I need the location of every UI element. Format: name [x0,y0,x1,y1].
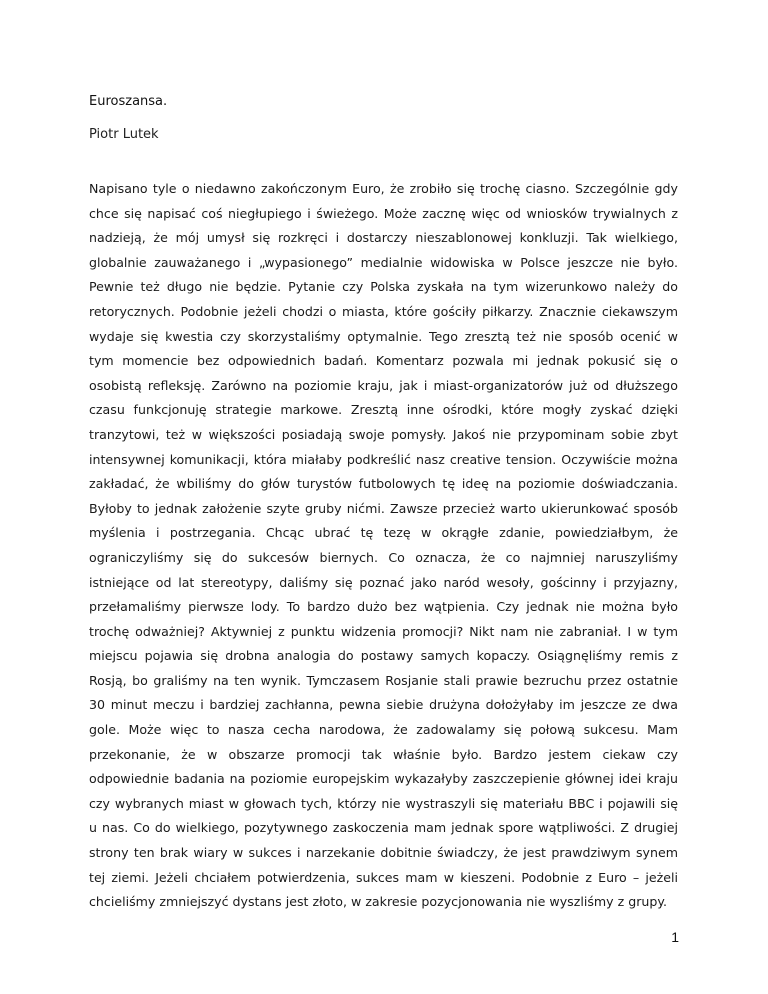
body-paragraph [89,177,678,915]
paragraph-line: Napisano tyle o niedawno zakończonym Euro, że zrobiło się trochę ciasno. Szczególnie gdy [89,181,678,196]
page-number: 1 [671,929,679,945]
paragraph-line: czasu funkcjonuję strategie markowe. Zresztą inne ośrodki, które mogły zyskać dzięki [89,402,678,418]
paragraph-line: tej ziemi. Jeżeli chciałem potwierdzenia, sukces mam w kieszeni. Podobnie z Euro – jeżeli [89,869,678,885]
paragraph-line: osobistą refleksję. Zarówno na poziomie kraju, jak i miast-organizatorów już od dłuższego [89,377,678,393]
paragraph-line: Rosją, bo graliśmy na ten wynik. Tymczasem Rosjanie stali prawie bezruchu przez ostatnie [89,672,678,688]
paragraph-line: gole. Może więc to nasza cecha narodowa, że zadowalamy się połową sukcesu. Mam [89,722,678,738]
paragraph-line: tym momencie bez odpowiednich badań. Komentarz pozwala mi jednak pokusić się o [89,353,678,369]
paragraph-line: globalnie zauważanego i „wypasionego” medialnie widowiska w Polsce jeszcze nie było. [89,254,678,270]
paragraph-line: trochę odważniej? Aktywniej z punktu widzenia promocji? Nikt nam nie zabraniał. I w tym [89,623,678,639]
paragraph-line: Byłoby to jednak założenie szyte gruby nićmi. Zawsze przecież warto ukierunkować sposób [89,500,678,516]
paragraph-line: retorycznych. Podobnie jeżeli chodzi o miasta, które gościły piłkarzy. Znacznie ciekawszym [89,303,678,319]
paragraph-line: przełamaliśmy pierwsze lody. To bardzo dużo bez wątpienia. Czy jednak nie można było [89,599,678,615]
paragraph-line: nadzieją, że mój umysł się rozkręci i dostarczy nieszablonowej konkluzji. Tak wielkiego, [89,230,678,246]
paragraph-line: 30 minut meczu i bardziej zachłanna, pewna siebie drużyna dołożyłaby im jeszcze ze dwa [89,697,678,713]
paragraph-line: u nas. Co do wielkiego, pozytywnego zaskoczenia mam jednak spore wątpliwości. Z drugiej [89,820,678,836]
document-title: Euroszansa. [89,94,168,109]
paragraph-line: istniejące od lat stereotypy, daliśmy się poznać jako naród wesoły, gościnny i przyjazny, [89,574,678,590]
paragraph-line: miejscu pojawia się drobna analogia do postawy samych kopaczy. Osiągnęliśmy remis z [89,648,678,664]
paragraph-line: myślenia i postrzegania. Chcąc ubrać tę tezę w okrągłe zdanie, powiedziałbym, że [89,525,678,541]
paragraph-line: przekonanie, że w obszarze promocji tak właśnie było. Bardzo jestem ciekaw czy [89,746,678,762]
paragraph-line: ograniczyliśmy się do sukcesów biernych. Co oznacza, że co najmniej naruszyliśmy [89,549,678,565]
paragraph-line: wydaje się kwestia czy skorzystaliśmy optymalnie. Tego zresztą też nie sposób ocenić w [89,328,678,344]
paragraph-line: chcieliśmy zmniejszyć dystans jest złoto, w zakresie pozycjonowania nie wyszliśmy z grupy. [89,894,668,910]
paragraph-line: tranzytowi, też w większości posiadają swoje pomysły. Jakoś nie przypominam sobie zbyt [89,426,678,442]
paragraph-line: czy wybranych miast w głowach tych, którzy nie wystraszyli się materiału BBC i pojawili się [89,795,678,811]
paragraph-line: strony ten brak wiary w sukces i narzekanie dobitnie świadczy, że jest prawdziwym synem [89,845,678,861]
document-author: Piotr Lutek [89,127,159,142]
paragraph-line: odpowiednie badania na poziomie europejskim wykazałyby zaszczepienie głównej idei kraju [89,771,678,787]
paragraph-line: chce się napisać coś niegłupiego i świeżego. Może zacznę więc od wniosków trywialnych z [89,205,678,221]
paragraph-line: intensywnej komunikacji, która miałaby podkreślić nasz creative tension. Oczywiście można [89,451,678,467]
paragraph-line: Pewnie też długo nie będzie. Pytanie czy Polska zyskała na tym wizerunkowo należy do [89,279,678,295]
paragraph-line: zakładać, że wbiliśmy do głów turystów futbolowych tę ideę na poziomie doświadczania. [89,476,678,492]
